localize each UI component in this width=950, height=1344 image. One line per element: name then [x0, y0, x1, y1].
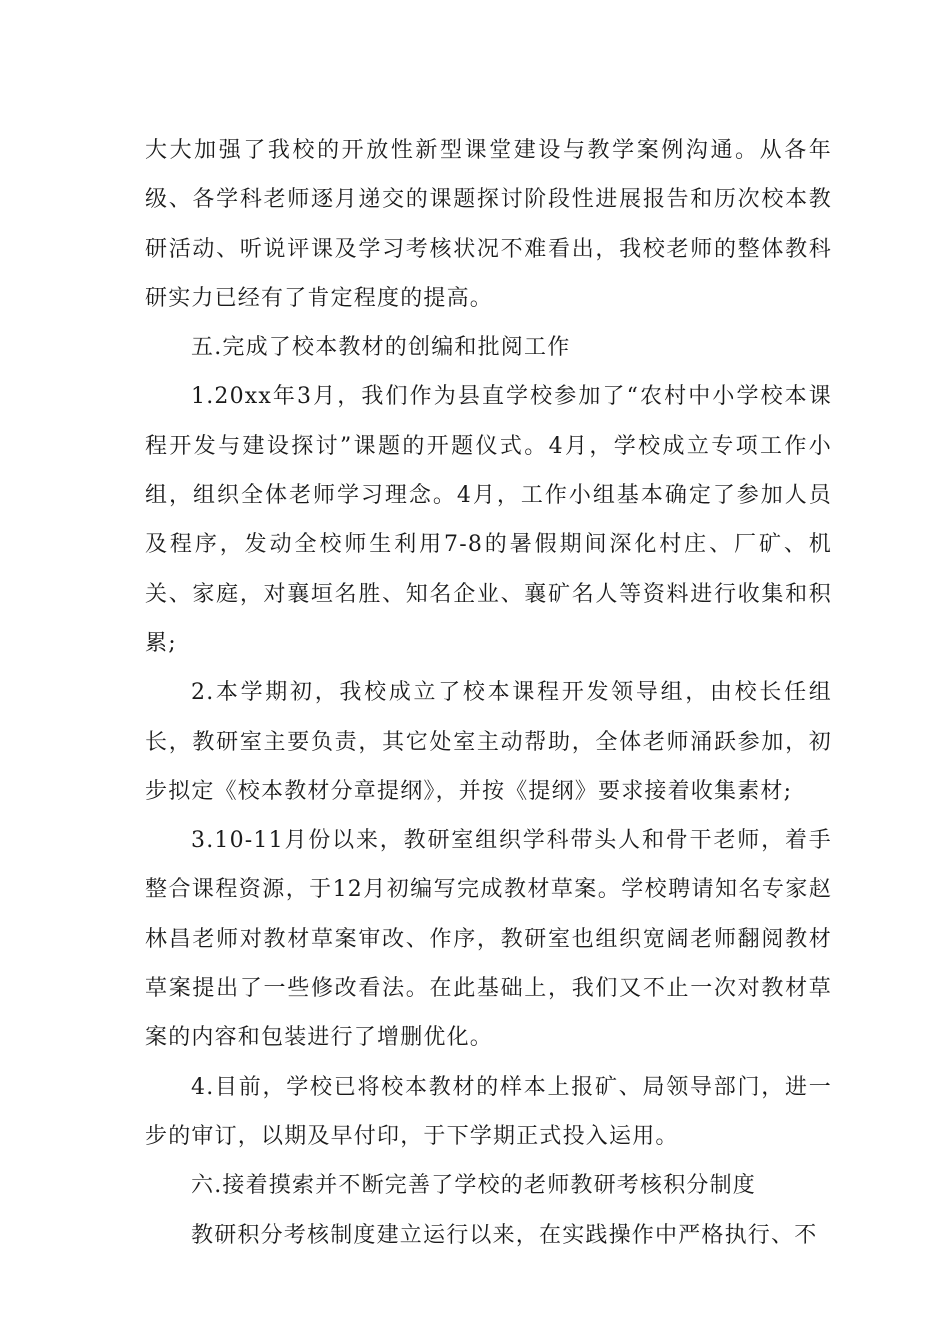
paragraph-trailing: 教研积分考核制度建立运行以来，在实践操作中严格执行、不: [191, 1222, 818, 1248]
paragraph-item-2: 2.本学期初，我校成立了校本课程开发领导组，由校长任组长，教研室主要负责，其它处室主动帮助，全体老师涌跃参加，初步拟定《校本教材分章提纲》，并按《提纲》要求接着收集素材;: [145, 680, 832, 804]
paragraph-item-4: 4.目前，学校已将校本教材的样本上报矿、局领导部门，进一步的审订，以期及早付印，于下学期正式投入运用。: [145, 1074, 832, 1149]
section-heading-6: 六.接着摸索并不断完善了学校的老师教研考核积分制度: [191, 1173, 756, 1199]
paragraph-item-3: 3.10-11月份以来，教研室组织学科带头人和骨干老师，着手整合课程资源，于12月初编写完成教材草案。学校聘请知名专家赵林昌老师对教材草案审改、作序，教研室也组织宽阔老师翻阅教材草案提出了一些修改看法。在此基础上，我们又不止一次对教材草案的内容和包装进行了增删优化。: [145, 828, 832, 1051]
section-heading-5: 五.完成了校本教材的创编和批阅工作: [191, 335, 571, 361]
paragraph-item-1: 1.20xx年3月，我们作为县直学校参加了“农村中小学校本课程开发与建设探讨”课题的开题仪式。4月，学校成立专项工作小组，组织全体老师学习理念。4月，工作小组基本确定了参加人员及程序，发动全校师生利用7-8的暑假期间深化村庄、厂矿、机关、家庭，对襄垣名胜、知名企业、襄矿名人等资料进行收集和积累;: [145, 384, 832, 656]
body-text: [145, 126, 832, 1260]
paragraph-continuation: 大大加强了我校的开放性新型课堂建设与教学案例沟通。从各年级、各学科老师逐月递交的课题探讨阶段性进展报告和历次校本教研活动、听说评课及学习考核状况不难看出，我校老师的整体教科研实力已经有了肯定程度的提高。: [145, 138, 832, 311]
